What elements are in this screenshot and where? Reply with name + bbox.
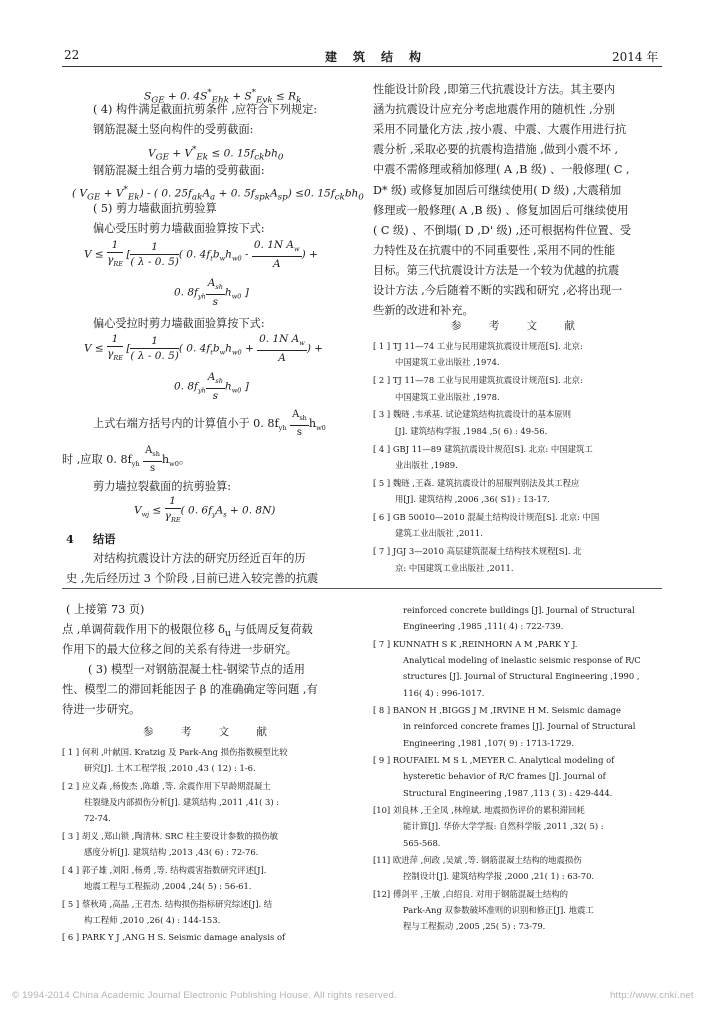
reference-item: [ 1 ] 何利 ,叶献国. Kratzig 及 Park-Ang 损伤指数模型比较: [62, 747, 288, 757]
reference-cont: 构工程师 ,2010 ,26( 4) : 144-153.: [84, 914, 221, 925]
right-text-line: 采用不同量化方法 ,按小震、中震、大震作用进行抗: [373, 123, 627, 137]
reference-item: [ 7 ] JGJ 3—2010 高层建筑混凝土结构技术规程[S]. 北: [373, 546, 582, 557]
reference-cont: 116( 4) : 996-1017.: [403, 687, 485, 698]
reference-cont: 565-568.: [403, 837, 441, 848]
cnki-url: http://www.cnki.net: [610, 990, 694, 1001]
right-text-line: 力特性及在抗震中的不同重要性 ,采用不同的性能: [373, 243, 616, 257]
formula-compression-2: 0. $8f_{yh}$ $\frac{A_{sh}}{s}$ $h_{w0}$ ]: [174, 277, 249, 309]
right-text-line: ( C 级) 、不倒塌( D ,D' 级) ,还可根据构件位置、受: [373, 223, 632, 237]
reference-cont: 能计算[J]. 华侨大学学报: 自然科学版 ,2011 ,32( 5) :: [403, 821, 604, 832]
reference-cont: 研究[J]. 土木工程学报 ,2010 ,43 ( 12) : 1-6.: [84, 763, 256, 774]
reference-item: [ 2 ] 应义森 ,杨俊杰 ,陈雄 ,等. 余震作用下早龄期混凝土: [62, 780, 271, 791]
reference-item: [ 3 ] 魏琏 ,韦承基. 试论建筑结构抗震设计的基本原则: [373, 409, 571, 420]
formula-crack: $V_{wj}$ ≤ $\frac{1}{\gamma_{RE}}$ ( 0. $6f_yA_s + 0$. 8N): [134, 495, 276, 525]
when-note: 时 ,应取 0. $8f_{yh}$ $\frac{A_{sh}}{s}$ $h_{w0}$。: [62, 445, 191, 474]
year: 2014 年: [612, 50, 659, 64]
reference-item: [ 2 ] TJ 11—78 工业与民用建筑抗震设计规范[S]. 北京:: [373, 375, 583, 386]
reference-item: [ 9 ] ROUFAIEL M S L ,MEYER C. Analytical modeling of: [373, 755, 615, 765]
reference-cont: 业出版社 ,1989.: [395, 459, 458, 470]
formula-tension-2: 0. $8f_{yh}$ $\frac{A_{sh}}{s}$ $h_{w0}$ ]: [174, 371, 249, 403]
header-rule: [62, 66, 662, 67]
reference-cont: structures [J]. Journal of Structural Engineering ,1990 ,: [403, 671, 640, 682]
conclusion-line-2: 史 ,先后经历过 3 个阶段 ,目前已进入较完善的抗震: [66, 572, 319, 585]
reference-item: [ 6 ] GB 50010—2010 混凝土结构设计规范[S]. 北京: 中国: [373, 512, 600, 522]
lower-text-line: 性、模型二的滞回耗能因子 β 的准确确定等问题 ,有: [62, 683, 318, 696]
reference-item: [10] 刘良林 ,王全凤 ,林煌斌. 地震损伤评价的累积滞回耗: [373, 805, 585, 815]
reference-cont: Park-Ang 双参数破坏准则的识别和修正[J]. 地震工: [403, 905, 594, 915]
right-text-line: 中震不需修理或稍加修理( A ,B 级) 、一般修理( C ,: [373, 163, 630, 177]
right-text-line: 涵为抗震设计应充分考虑地震作用的随机性 ,分别: [373, 103, 616, 117]
crack-section: 剪力墙拉裂截面的抗剪验算:: [93, 480, 232, 493]
reference-item: [ 6 ] PARK Y J ,ANG H S. Seismic damage analysis of: [62, 932, 286, 943]
reference-cont: 用[J]. 建筑结构 ,2006 ,36( S1) : 13-17.: [395, 494, 550, 505]
reference-item: [ 1 ] TJ 11—74 工业与民用建筑抗震设计规范[S]. 北京:: [373, 341, 583, 351]
bracket-note: 上式右端方括号内的计算值小于 0. $8f_{yh}$ $\frac{A_{sh}}{s}$ $h_{w0}$: [93, 409, 326, 438]
eccentric-compression: 偏心受压时剪力墙截面验算按下式:: [93, 222, 265, 235]
reference-cont: Structural Engineering ,1987 ,113 ( 3) : 429-444.: [403, 787, 613, 798]
reference-item: [ 5 ] 蔡秋琦 ,高晶 ,王君杰. 结构损伤指标研究综述[J]. 结: [62, 898, 273, 909]
reference-item: [ 4 ] GBJ 11—89 建筑抗震设计规范[S]. 北京: 中国建筑工: [373, 443, 593, 454]
reference-item: [ 4 ] 郭子雄 ,刘阳 ,杨勇 ,等. 结构震害指数研究评述[J].: [62, 864, 267, 875]
copyright: © 1994-2014 China Academic Journal Electronic Publishing House. All rights reserved.: [12, 990, 397, 1001]
formula-tension: V ≤ $\frac{1}{\gamma_{RE}}$ [ $\frac{1}{( \lambda - 0. 5)}$ ( 0. $4f_tb_wh_{w0}$ + $\frac{0. 1N A_w}{A}$ ) +: [84, 333, 324, 365]
reference-cont: Analytical modeling of inelastic seismic response of R/C: [403, 655, 641, 665]
reference-cont: 中国建筑工业出版社 ,1978.: [395, 391, 500, 402]
right-text-line: 些新的改进和补充。: [373, 304, 474, 318]
right-text-line: 性能设计阶段 ,即第三代抗震设计方法。其主要内: [373, 83, 616, 96]
reference-cont: Engineering ,1981 ,107( 9) : 1713-1729.: [403, 737, 575, 748]
journal-title: 建 筑 结 构: [325, 50, 424, 64]
right-text-line: 修理或一般修理( A ,B 级) 、修复加固后可继续使用: [373, 203, 629, 217]
right-text-line: 震分析 ,采取必要的抗震构造措施 ,做到小震不坏 ,: [373, 143, 619, 157]
reference-item: [11] 欧进萍 ,何政 ,吴斌 ,等. 钢筋混凝土结构的地震损伤: [373, 855, 582, 865]
reference-cont: 建筑工业出版社 ,2011.: [395, 528, 483, 539]
right-text-line: 设计方法 ,今后随着不断的实践和研究 ,必将出现一: [373, 284, 623, 297]
reference-item: [ 8 ] BANON H ,BIGGS J M ,IRVINE H M. Seismic damage: [373, 705, 621, 715]
reference-cont: [J]. 建筑结构学报 ,1984 ,5( 6) : 49-56.: [395, 425, 548, 436]
reference-cont: 程与工程振动 ,2005 ,25( 5) : 73-79.: [403, 921, 546, 932]
reference-cont: reinforced concrete buildings [J]. Journal of Structural: [403, 605, 635, 615]
reference-cont: Engineering ,1985 ,111( 4) : 722-739.: [403, 621, 564, 632]
reference-cont: 控制设计[J]. 建筑结构学报 ,2000 ,21( 1) : 63-70.: [403, 871, 595, 882]
page-number: 22: [64, 48, 80, 62]
reference-cont: 地震工程与工程振动 ,2004 ,24( 5) : 56-61.: [84, 881, 252, 891]
item-4: ( 4) 构件满足截面抗剪条件 ,应符合下列规定:: [93, 103, 318, 116]
reference-cont: 柱裂缝及内部损伤分析[J]. 建筑结构 ,2011 ,41( 3) :: [84, 797, 280, 808]
item-5: ( 5) 剪力墙截面抗剪验算: [93, 202, 217, 215]
section-4-number: 4: [66, 532, 74, 546]
conclusion-line-1: 对结构抗震设计方法的研究历经近百年的历: [93, 552, 306, 565]
eccentric-tension: 偏心受拉时剪力墙截面验算按下式:: [93, 317, 265, 330]
reference-cont: 京: 中国建筑工业出版社 ,2011.: [395, 562, 514, 573]
reference-cont: 感度分析[J]. 建筑结构 ,2013 ,43( 6) : 72-76.: [84, 847, 259, 858]
rc-vertical-section: 钢筋混凝土竖向构件的受剪截面:: [93, 123, 254, 136]
formula-composite: ( $V_{GE} + V^*_{Ek}$) - ( 0. $25f_{ak}A_a + 0$. $5f_{spk}A_{sp}) \le 0$. $15f_{ck}bh_0$: [72, 185, 364, 203]
lower-text-line: 点 ,单调荷载作用下的极限位移 $\delta_u$ 与低周反复荷载: [62, 623, 313, 640]
lower-text-line: 待进一步研究。: [62, 703, 141, 716]
lower-text-line: ( 3) 模型一对钢筋混凝土柱-钢梁节点的适用: [88, 663, 305, 676]
reference-cont: 72-74.: [84, 813, 111, 824]
formula-vertical: $V_{GE} + V^*_{Ek} \le 0$. $15f_{ck}bh_0$: [148, 145, 284, 163]
right-text-line: D* 级) 或修复加固后可继续使用( D 级) ,大震稍加: [373, 183, 622, 197]
continued-note: ( 上接第 73 页): [66, 603, 145, 616]
formula-compression: V ≤ $\frac{1}{\gamma_{RE}}$ [ $\frac{1}{( \lambda - 0. 5)}$ ( 0. $4f_tb_wh_{w0}$ - $\frac{0. 1N A_w}{A}$ ) +: [84, 239, 318, 271]
reference-cont: 中国建筑工业出版社 ,1974.: [395, 357, 500, 368]
reference-item: [ 7 ] KUNNATH S K ,REINHORN A M ,PARK Y J.: [373, 638, 578, 649]
right-text-line: 目标。第三代抗震设计方法是一个较为优越的抗震: [373, 263, 620, 277]
reference-cont: hysteretic behavior of R/C frames [J]. Journal of: [403, 771, 606, 782]
section-4-title: 结语: [93, 532, 116, 546]
reference-item: [ 5 ] 魏琏 ,王森. 建筑抗震设计的屈服判别法及其工程应: [373, 477, 580, 488]
article-separator: [62, 588, 662, 589]
formula-shear-seismic: $S_{GE} + 0$. $4S^*_{Ehk} + S^*_{Evk} \le R_k$: [144, 88, 302, 106]
lower-text-line: 作用下的最大位移之间的关系有待进一步研究。: [62, 643, 297, 656]
reference-cont: in reinforced concrete frames [J]. Journal of Structural: [403, 721, 636, 732]
composite-wall-section: 钢筋混凝土组合剪力墙的受剪截面:: [93, 164, 265, 177]
references-title: 参 考 文 献: [450, 320, 587, 332]
reference-item: [12] 傅剑平 ,王敏 ,白绍良. 对用于钢筋混凝土结构的: [373, 888, 568, 899]
reference-item: [ 3 ] 胡义 ,郑山锁 ,陶清林. SRC 柱主要设计参数的损伤敏: [62, 830, 279, 841]
lower-references-title: 参 考 文 献: [142, 726, 279, 738]
